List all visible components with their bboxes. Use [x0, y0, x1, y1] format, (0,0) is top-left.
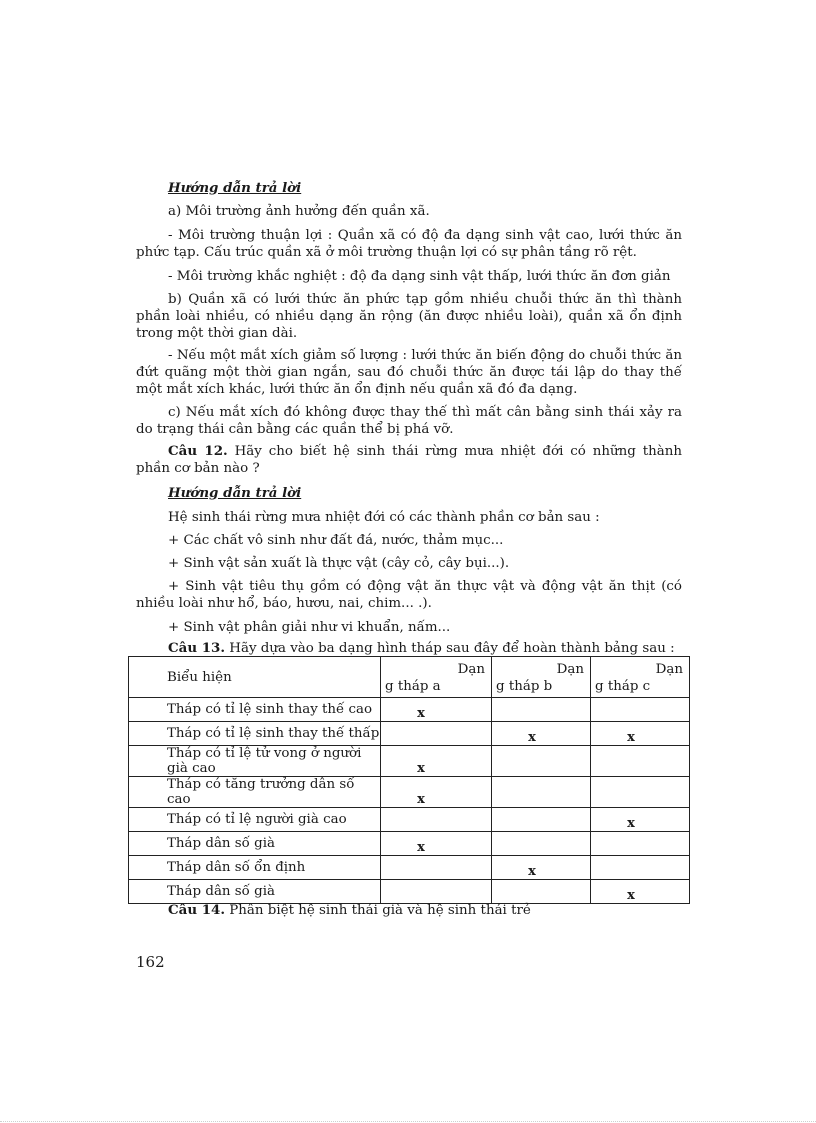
page-number: 162 [136, 953, 165, 971]
cell-thap-b [492, 746, 591, 777]
table-row [129, 808, 690, 832]
paragraph-harsh: - Môi trường khắc nghiệt : độ đa dạng sinh vật thấp, lưới thức ăn đơn giản [168, 269, 671, 284]
cell-thap-a [381, 856, 492, 880]
question-12-text: Hãy cho biết hệ sinh thái rừng mưa nhiệt đới có những thành phần cơ bản nào ? [136, 444, 682, 476]
cell-thap-b: x [492, 856, 591, 880]
question-14 [168, 902, 531, 919]
cell-thap-c [591, 832, 690, 856]
question-12 [136, 443, 682, 477]
question-14-text: Phân biệt hệ sinh thái già và hệ sinh thái trẻ [225, 903, 531, 918]
table-row [129, 880, 690, 904]
cell-thap-c [591, 777, 690, 808]
cell-thap-a [381, 722, 492, 746]
header-thap-c: Dạn g tháp c [591, 657, 690, 698]
paragraph-c: c) Nếu mắt xích đó không được thay thế thì mất cân bằng sinh thái xảy ra do trạng thái cân bằng các quần thể bị phá vỡ. [136, 405, 682, 437]
row-label: Tháp dân số già [129, 880, 381, 904]
cell-thap-b [492, 777, 591, 808]
paragraph-a: a) Môi trường ảnh hưởng đến quần xã. [168, 204, 430, 219]
cell-thap-b [492, 880, 591, 904]
cell-thap-a [381, 808, 492, 832]
cell-thap-c [591, 698, 690, 722]
row-label: Tháp dân số già [129, 832, 381, 856]
table-header-row [129, 657, 690, 698]
q12-item: + Sinh vật sản xuất là thực vật (cây cỏ, cây bụi...). [168, 556, 510, 571]
cell-thap-a: x [381, 698, 492, 722]
q12-item: + Sinh vật tiêu thụ gồm có động vật ăn thực vật và động vật ăn thịt (có nhiều loài như hổ, báo, hươu, nai, chim... .). [136, 579, 682, 611]
cell-thap-a [381, 880, 492, 904]
table-row [129, 746, 690, 777]
table-row [129, 698, 690, 722]
paragraph-decrease: - Nếu một mắt xích giảm số lượng : lưới thức ăn biến động do chuỗi thức ăn đứt quãng một thời gian ngắn, sau đó chuỗi thức ăn được tái lập do thay thế một mắt xích khác, lưới thức ăn ổn định nếu quần xã đó đa dạng. [136, 348, 682, 397]
question-14-label: Câu 14. [168, 902, 226, 918]
row-label: Tháp có tỉ lệ sinh thay thế cao [129, 698, 381, 722]
pyramid-table [128, 656, 690, 904]
row-label: Tháp có tăng trưởng dân số cao [129, 777, 381, 808]
q12-intro: Hệ sinh thái rừng mưa nhiệt đới có các thành phần cơ bản sau : [168, 510, 600, 525]
cell-thap-a: x [381, 746, 492, 777]
cell-thap-c [591, 746, 690, 777]
row-label: Tháp dân số ổn định [129, 856, 381, 880]
cell-thap-b [492, 698, 591, 722]
cell-thap-b [492, 808, 591, 832]
table-row [129, 777, 690, 808]
answer-heading-12: Hướng dẫn trả lời [168, 485, 302, 501]
cell-thap-c: x [591, 722, 690, 746]
paragraph-favorable: - Môi trường thuận lợi : Quần xã có độ đa dạng sinh vật cao, lưới thức ăn phức tạp. Cấu trúc quần xã ở môi trường thuận lợi có sự phân tầng rõ rệt. [136, 228, 682, 260]
cell-thap-a: x [381, 777, 492, 808]
cell-thap-a: x [381, 832, 492, 856]
row-label: Tháp có tỉ lệ tử vong ở người già cao [129, 746, 381, 777]
cell-thap-c [591, 856, 690, 880]
table-row [129, 722, 690, 746]
answer-heading: Hướng dẫn trả lời [168, 180, 302, 196]
row-label: Tháp có tỉ lệ sinh thay thế thấp [129, 722, 381, 746]
header-bieu-hien: Biểu hiện [129, 657, 381, 698]
row-label: Tháp có tỉ lệ người già cao [129, 808, 381, 832]
question-13-text: Hãy dựa vào ba dạng hình tháp sau đây để hoàn thành bảng sau : [225, 641, 675, 656]
question-13-label: Câu 13. [168, 640, 226, 656]
cell-thap-c: x [591, 808, 690, 832]
q12-item: + Các chất vô sinh như đất đá, nước, thảm mục... [168, 533, 504, 548]
question-13 [168, 640, 675, 657]
header-thap-b: Dạn g tháp b [492, 657, 591, 698]
table-row [129, 832, 690, 856]
bottom-divider [0, 1121, 816, 1122]
question-12-label: Câu 12. [168, 443, 228, 459]
cell-thap-b [492, 832, 591, 856]
cell-thap-c: x [591, 880, 690, 904]
header-thap-a: Dạn g tháp a [381, 657, 492, 698]
cell-thap-b: x [492, 722, 591, 746]
table-row [129, 856, 690, 880]
paragraph-b: b) Quần xã có lưới thức ăn phức tạp gồm nhiều chuỗi thức ăn thì thành phần loài nhiều, có nhiều dạng ăn rộng (ăn được nhiều loài), quần xã ổn định trong một thời gian dài. [136, 292, 682, 341]
q12-item: + Sinh vật phân giải như vi khuẩn, nấm... [168, 620, 451, 635]
